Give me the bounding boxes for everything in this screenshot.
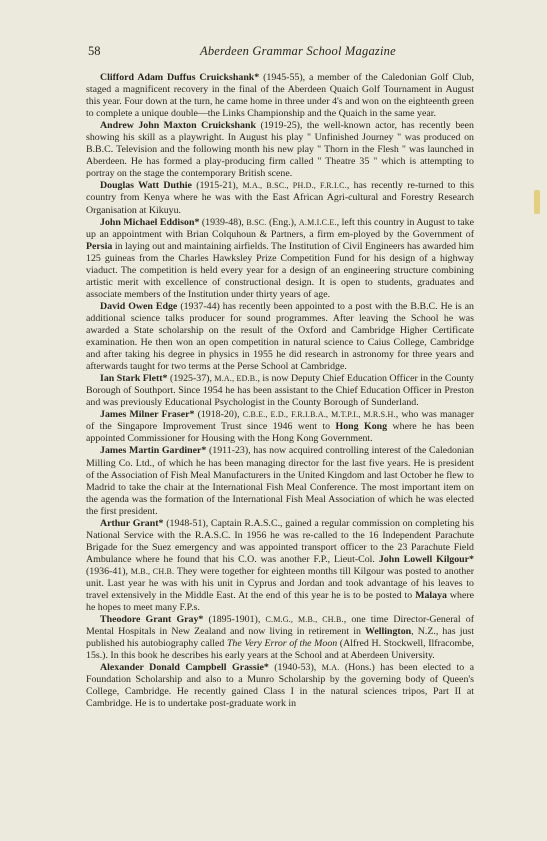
entry-text: (Hons.) has been elected to a Foundation Scholarship and also to a Munro Scholarship by the governing body of Queen's College, Cambridge. He recently gained Class I in the natural sciences tripos, Part II at Cambridge. He is to undertake post-graduate work in (86, 662, 474, 710)
entry-eddison (86, 217, 474, 301)
entry-name: David Owen Edge (100, 300, 178, 312)
entry-text: (1936-41), (86, 565, 131, 577)
page-header (88, 44, 474, 60)
article-body (86, 72, 474, 710)
entry-gray (86, 614, 474, 662)
entry-text: (1915-21), (191, 180, 243, 192)
entry-text: (Alfred H. Stockwell, Ilfracombe, 15s.). In this book he describes his early years at the School and at Aberdeen University. (86, 638, 474, 662)
entry-text: , is now Deputy Chief Education Officer in the County Borough of Southport. Since 1954 he has been assistant to the Chief Education Officer in Preston and was previously Educational Psychologist in the County Borough of Sunderland. (86, 373, 474, 409)
entry-duthie (86, 180, 474, 216)
entry-flett (86, 373, 474, 409)
entry-text: (Eng.), (266, 216, 299, 228)
entry-place: Wellington (365, 626, 412, 638)
entry-name: James Milner Fraser* (100, 409, 195, 421)
entry-degrees: M.B., CH.B. (130, 566, 175, 576)
entry-degrees: A.M.I.C.E. (298, 217, 337, 227)
entry-cruickshank-andrew (86, 120, 474, 180)
entry-name: Douglas Watt Duthie (100, 180, 192, 192)
entry-text: , who was manager of the Singapore Improvement Trust since 1946 went to (86, 409, 474, 433)
entry-person: John Lowell Kilgour* (378, 553, 474, 565)
entry-name: Arthur Grant* (100, 517, 164, 529)
book-title: The Very Error of the Moon (226, 638, 338, 650)
entry-text: , one time Director-General of Mental Hospitals in New Zealand and now living in retirement in (86, 614, 474, 638)
entry-text: , left this country in August to take up an appointment with Brian Colquhoun & Partners, a firm em-ployed by the Government of (86, 216, 475, 240)
entry-gardiner (86, 445, 474, 517)
entry-text: (1919-25), the well-known actor, has recently been showing his skill as a playwright. In August his play " Unfinished Journey " was produced on B.B.C. Television and the following month his new play " Thorn in the Flesh " was launched in Aberdeen. He has formed a play-producing firm called " Theatre 35 " which is attempting to portray on the stage the contemporary British scene. (86, 120, 474, 180)
entry-grant-arthur (86, 518, 474, 614)
entry-text: (1948-51), Captain R.A.S.C., gained a regular commission on completing his National Service with the R.A.S.C. In 1956 he was re-called to the 16 Independent Parachute Brigade for the Suez emergency and was appointed transport officer to the 23 Parachute Field Ambulance where he found that his C.O. was another F.P., Lieut-Col. (86, 517, 474, 565)
entry-degrees: B.SC. (246, 217, 267, 227)
entry-name: Clifford Adam Duffus Cruickshank* (100, 72, 260, 83)
entry-edge (86, 301, 474, 373)
entry-text: (1918-20), (194, 409, 243, 421)
running-title: Aberdeen Grammar School Magazine (200, 44, 396, 58)
entry-degrees: M.A. (321, 663, 340, 673)
entry-text: (1945-55), a member of the Caledonian Golf Club, staged a magnificent recovery in the final of the Aberdeen Quaich Golf Tournament in August this year. Four down at the turn, he came home in three under 4's and won on the eighteenth green to complete a unique double—the Links Championship and the Quaich in the same year. (86, 72, 475, 120)
entry-place: Hong Kong (335, 421, 388, 433)
entry-text: (1895-1901), (203, 614, 266, 626)
entry-degrees: C.M.G., M.B., CH.B. (265, 615, 344, 625)
entry-degrees: C.B.E., E.D., F.R.I.B.A., M.T.P.I., M.R.S.H. (242, 410, 396, 420)
entry-text: They were together for eighteen months till Kilgour was posted to another unit. Last year he was with his unit in Cyprus and Jordan and took advantage of his leaves to travel extensively in the Middle East. At the end of this year he is to be posted to (86, 565, 474, 602)
entry-grassie (86, 662, 474, 710)
page-number: 58 (88, 44, 101, 58)
entry-text: (1925-37), (167, 373, 215, 385)
entry-degrees: M.A., B.SC., PH.D., F.R.I.C. (242, 181, 347, 191)
entry-text: , has recently re-turned to this country from Kenya where he was with the East African Agri-cultural and Forestry Research Organisation at Kikuyu. (86, 180, 474, 216)
entry-degrees: M.A., ED.B. (214, 374, 258, 384)
entry-place: Persia (86, 240, 113, 252)
entry-place: Malaya (415, 590, 447, 602)
entry-name: Andrew John Maxton Cruickshank (100, 120, 256, 132)
entry-name: Theodore Grant Gray* (100, 614, 204, 626)
entry-name: John Michael Eddison* (100, 216, 200, 228)
entry-text: where he has been appointed Commissioner for Housing with the Hong Kong Government. (86, 421, 475, 445)
entry-text: in laying out and maintaining airfields. The Institution of Civil Engineers has awarded him 125 guineas from the Charles Hawksley Prize Competition Fund for his design of a highway viaduct. The competition is held every year for a design of an engineering structure combining artistic merit with excellence of constructional design. It is open to students, graduates and associate members of the Institution under thirty years of age. (86, 240, 474, 300)
entry-text: (1940-53), (268, 662, 322, 674)
entry-text: (1911-23), has now acquired controlling interest of the Caledonian Milling Co. Ltd., of which he has been managing director for the last five years. He is president of the Association of Fish Meal Manufacturers in the United Kingdom and last October he flew to Madrid to take the chair at the International Fish Meal Conference. The most important item on the agenda was the formation of the International Fish Meal Association of which he was elected the first president. (86, 445, 474, 517)
entry-text: where he hopes to meet many F.P.s. (86, 590, 475, 614)
entry-text: (1939-48), (199, 216, 247, 228)
entry-fraser (86, 409, 474, 445)
entry-name: James Martin Gardiner* (100, 445, 207, 457)
entry-text: (1937-44) has recently been appointed to a post with the B.B.C. He is an additional science talks producer for sound programmes. After leaving the School he was awarded a State scholarship on the result of the Oxford and Cambridge Higher Certificate examination. He then won an open competition in natural science to Caius College, Cambridge and after taking his degree in physics in 1955 he did research in astronomy for three years and afterwards taught for two terms at the Perse School at Cambridge. (86, 300, 474, 373)
entry-cruickshank-clifford (86, 72, 474, 120)
entry-name: Alexander Donald Campbell Grassie* (100, 662, 269, 674)
entry-text: , N.Z., has just published his autobiography called (86, 626, 474, 650)
entry-name: Ian Stark Flett* (100, 373, 168, 385)
margin-mark (534, 190, 540, 214)
